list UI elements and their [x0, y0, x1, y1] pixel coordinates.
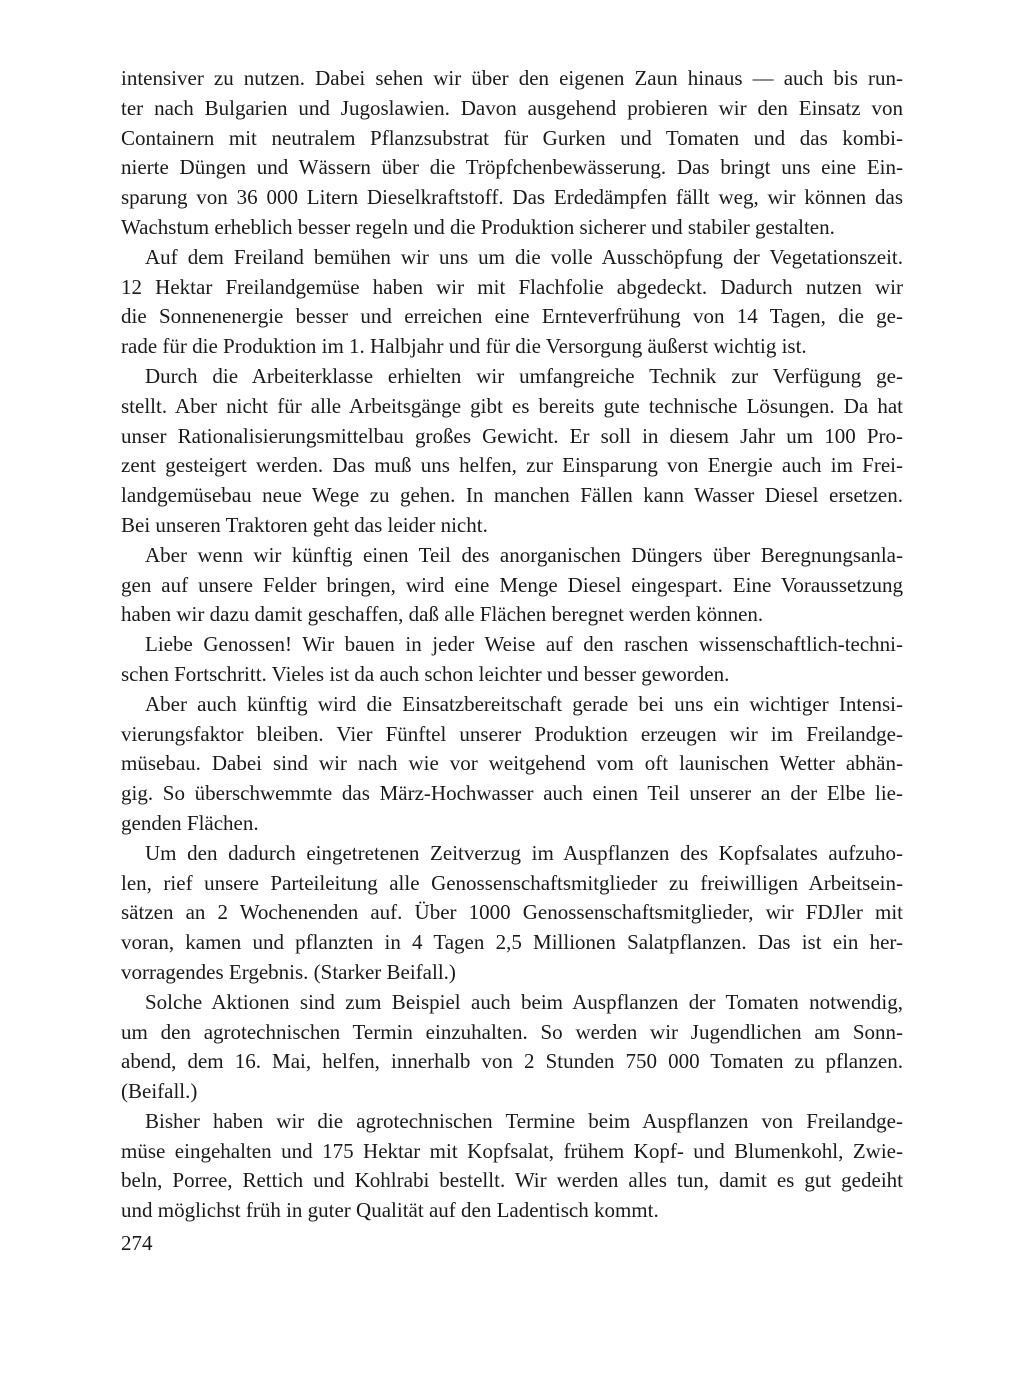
- text-line: zent gesteigert werden. Das muß uns helfen, zur Einsparung von Energie auch im Frei-: [121, 453, 903, 478]
- text-line: voran, kamen und pflanzten in 4 Tagen 2,5 Millionen Salatpflanzen. Das ist ein her-: [121, 930, 903, 955]
- text-line: unser Rationalisierungsmittelbau großes Gewicht. Er soll in diesem Jahr um 100 Pro-: [121, 423, 903, 448]
- text-line: vorragendes Ergebnis. (Starker Beifall.): [121, 959, 456, 984]
- text-line: haben wir dazu damit geschaffen, daß alle Flächen beregnet werden können.: [121, 602, 764, 627]
- text-line: nierte Düngen und Wässern über die Tröpfchenbewässerung. Das bringt uns eine Ein-: [121, 155, 903, 180]
- text-line: stellt. Aber nicht für alle Arbeitsgänge gibt es bereits gute technische Lösungen. Da hat: [121, 393, 903, 418]
- text-line: landgemüsebau neue Wege zu gehen. In manchen Fällen kann Wasser Diesel ersetzen.: [121, 483, 903, 508]
- text-line: Solche Aktionen sind zum Beispiel auch beim Auspflanzen der Tomaten notwendig,: [145, 989, 903, 1014]
- paragraph: [121, 362, 903, 541]
- text-line: abend, dem 16. Mai, helfen, innerhalb von 2 Stunden 750 000 Tomaten zu pflanzen.: [121, 1049, 903, 1074]
- text-line: ter nach Bulgarien und Jugoslawien. Davon ausgehend probieren wir den Einsatz von: [121, 95, 903, 120]
- text-line: Aber wenn wir künftig einen Teil des anorganischen Düngers über Beregnungsanla-: [145, 542, 903, 567]
- text-line: 12 Hektar Freilandgemüse haben wir mit Flachfolie abgedeckt. Dadurch nutzen wir: [121, 274, 903, 299]
- text-line: müse eingehalten und 175 Hektar mit Kopfsalat, frühem Kopf- und Blumenkohl, Zwie-: [121, 1138, 903, 1163]
- text-line: Auf dem Freiland bemühen wir uns um die volle Ausschöpfung der Vegetationszeit.: [145, 244, 903, 269]
- text-line: um den agrotechnischen Termin einzuhalten. So werden wir Jugendlichen am Sonn-: [121, 1019, 903, 1044]
- text-line: Bei unseren Traktoren geht das leider nicht.: [121, 512, 488, 537]
- text-line: Um den dadurch eingetretenen Zeitverzug im Auspflanzen des Kopfsalates aufzuho-: [145, 840, 903, 865]
- text-line: gig. So überschwemmte das März-Hochwasser auch einen Teil unserer an der Elbe lie-: [121, 781, 903, 806]
- page-number: 274: [121, 1231, 153, 1255]
- text-line: sätzen an 2 Wochenenden auf. Über 1000 Genossenschaftsmitglieder, wir FDJler mit: [121, 900, 903, 925]
- body-text: [121, 64, 903, 1226]
- text-line: Durch die Arbeiterklasse erhielten wir umfangreiche Technik zur Verfügung ge-: [145, 363, 903, 388]
- text-line: die Sonnenenergie besser und erreichen eine Ernteverfrühung von 14 Tagen, die ge-: [121, 304, 903, 329]
- text-line: len, rief unsere Parteileitung alle Genossenschaftsmitglieder zu freiwilligen Arbeitsein-: [121, 870, 903, 895]
- paragraph: [121, 541, 903, 630]
- paragraph: [121, 1107, 903, 1226]
- text-line: Liebe Genossen! Wir bauen in jeder Weise auf den raschen wissenschaftlich-techni-: [145, 632, 903, 657]
- text-line: intensiver zu nutzen. Dabei sehen wir über den eigenen Zaun hinaus — auch bis run-: [121, 66, 903, 90]
- paragraph: [121, 243, 903, 362]
- text-line: Bisher haben wir die agrotechnischen Termine beim Auspflanzen von Freilandge-: [145, 1108, 903, 1133]
- text-line: vierungsfaktor bleiben. Vier Fünftel unserer Produktion erzeugen wir im Freilandge-: [121, 721, 903, 746]
- text-line: Wachstum erheblich besser regeln und die Produktion sicherer und stabiler gestalten.: [121, 214, 835, 239]
- paragraph: [121, 690, 903, 839]
- text-line: genden Flächen.: [121, 810, 259, 835]
- paragraph: [121, 839, 903, 988]
- paragraph: [121, 988, 903, 1107]
- text-line: (Beifall.): [121, 1079, 198, 1104]
- text-line: beln, Porree, Rettich und Kohlrabi bestellt. Wir werden alles tun, damit es gut gedeiht: [121, 1168, 903, 1193]
- text-line: und möglichst früh in guter Qualität auf den Ladentisch kommt.: [121, 1198, 659, 1223]
- text-line: gen auf unsere Felder bringen, wird eine Menge Diesel eingespart. Eine Voraussetzung: [121, 572, 903, 597]
- text-line: rade für die Produktion im 1. Halbjahr und für die Versorgung äußerst wichtig ist.: [121, 334, 807, 359]
- paragraph: [121, 630, 903, 690]
- text-line: Containern mit neutralem Pflanzsubstrat für Gurken und Tomaten und das kombi-: [121, 125, 903, 150]
- text-line: schen Fortschritt. Vieles ist da auch schon leichter und besser geworden.: [121, 661, 730, 686]
- text-line: Aber auch künftig wird die Einsatzbereitschaft gerade bei uns ein wichtiger Intensi-: [145, 691, 903, 716]
- text-line: sparung von 36 000 Litern Dieselkraftstoff. Das Erdedämpfen fällt weg, wir können das: [121, 185, 903, 210]
- text-line: müsebau. Dabei sind wir nach wie vor weitgehend vom oft launischen Wetter abhän-: [121, 751, 903, 776]
- paragraph: [121, 64, 903, 243]
